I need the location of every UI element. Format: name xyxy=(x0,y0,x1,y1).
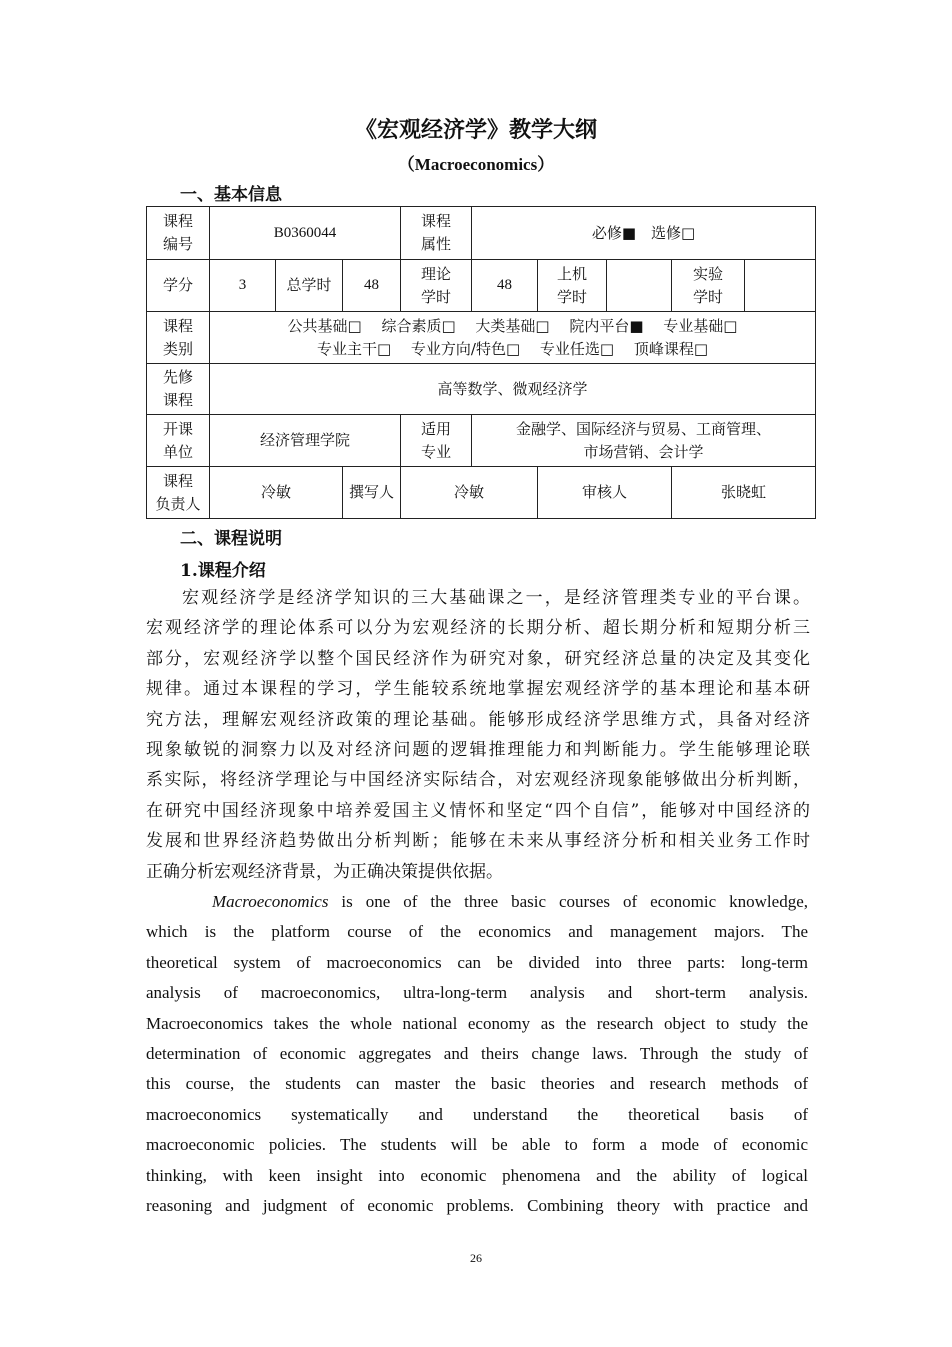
table-row xyxy=(147,364,816,415)
document-title: 《宏观经济学》教学大纲 xyxy=(354,117,597,143)
dept-value: 经济管理学院 xyxy=(210,415,401,467)
writer-label: 撰写人 xyxy=(343,467,401,519)
text-line-rest: is one of the three basic courses of economic knowledge, xyxy=(328,892,808,911)
leader-label: 课程 负责人 xyxy=(147,467,210,519)
credit-label: 学分 xyxy=(147,260,210,312)
text-line: theoretical system of macroeconomics can be divided into three parts: long-term xyxy=(146,952,808,972)
category-value xyxy=(210,312,816,364)
table-row xyxy=(147,415,816,467)
prereq-value: 高等数学、微观经济学 xyxy=(210,364,816,415)
text-line: thinking, with keen insight into economic phenomena and the ability of logical xyxy=(146,1165,808,1185)
text-line: macroeconomic policies. The students will be able to form a mode of economic xyxy=(146,1135,808,1155)
table-row xyxy=(147,312,816,364)
theory-hours-value: 48 xyxy=(472,260,538,312)
subsection-heading-course-intro: 1.课程介绍 xyxy=(180,561,266,581)
text-line: 宏观经济学是经济学知识的三大基础课之一，是经济管理类专业的平台课。 xyxy=(182,588,810,608)
computer-hours-value xyxy=(607,260,672,312)
text-line: 规律。通过本课程的学习，学生能较系统地掌握宏观经济学的基本理论和基本研 xyxy=(146,679,810,700)
page-number: 26 xyxy=(470,1251,482,1265)
course-code-label: 课程 编号 xyxy=(147,207,210,260)
lab-hours-label: 实验 学时 xyxy=(672,260,745,312)
text-line: macroeconomics systematically and understand the theoretical basis of xyxy=(146,1104,808,1124)
category-label: 课程 类别 xyxy=(147,312,210,364)
text-line: which is the platform course of the economics and management majors. The xyxy=(146,922,808,942)
text-line: 部分，宏观经济学以整个国民经济作为研究对象，研究经济总量的决定及其变化 xyxy=(146,648,810,669)
course-name-italic: Macroeconomics xyxy=(212,892,329,911)
text-line: analysis of macroeconomics, ultra-long-term analysis and short-term analysis. xyxy=(146,983,808,1003)
text-line xyxy=(146,887,808,917)
text-line: 正确分析宏观经济背景，为正确决策提供依据。 xyxy=(146,861,503,882)
table-row xyxy=(147,207,816,260)
text-line: 发展和世界经济趋势做出分析判断；能够在未来从事经济分析和相关业务工作时 xyxy=(146,831,810,852)
basic-info-table xyxy=(146,206,816,519)
theory-hours-label: 理论 学时 xyxy=(401,260,472,312)
total-hours-label: 总学时 xyxy=(276,260,343,312)
text-line: this course, the students can master the basic theories and research methods of xyxy=(146,1074,808,1094)
document-subtitle: （Macroeconomics） xyxy=(397,155,555,174)
major-value: 金融学、国际经济与贸易、工商管理、 市场营销、会计学 xyxy=(472,415,816,467)
leader-value: 冷敏 xyxy=(210,467,343,519)
text-line: 究方法，理解宏观经济政策的理论基础。能够形成经济学思维方式，具备对经济 xyxy=(146,709,810,730)
total-hours-value: 48 xyxy=(343,260,401,312)
text-line: 系实际，将经济学理论与中国经济实际结合，对宏观经济现象能够做出分析判断， xyxy=(146,770,810,791)
course-code-value: B0360044 xyxy=(210,207,401,260)
credit-value: 3 xyxy=(210,260,276,312)
dept-label: 开课 单位 xyxy=(147,415,210,467)
computer-hours-label: 上机 学时 xyxy=(538,260,607,312)
course-attr-label: 课程 属性 xyxy=(401,207,472,260)
category-line-2: 专业主干□ 专业方向/特色□ 专业任选□ 顶峰课程□ xyxy=(316,339,709,358)
text-line: 在研究中国经济现象中培养爱国主义情怀和坚定“四个自信”，能够对中国经济的 xyxy=(146,800,810,821)
intro-paragraph-english xyxy=(146,887,808,1221)
text-line: determination of economic aggregates and theirs change laws. Through the study of xyxy=(146,1043,808,1063)
text-line: reasoning and judgment of economic problems. Combining theory with practice and xyxy=(146,1195,808,1215)
course-attr-value: 必修■ 选修□ xyxy=(472,207,816,260)
reviewer-value: 张晓虹 xyxy=(672,467,816,519)
table-row xyxy=(147,467,816,519)
section-heading-basic-info: 一、基本信息 xyxy=(180,185,282,205)
category-line-1: 公共基础□ 综合素质□ 大类基础□ 院内平台■ 专业基础□ xyxy=(287,316,738,335)
prereq-label: 先修 课程 xyxy=(147,364,210,415)
section-heading-course-description: 二、课程说明 xyxy=(180,529,282,549)
table-row xyxy=(147,260,816,312)
reviewer-label: 审核人 xyxy=(538,467,672,519)
writer-value: 冷敏 xyxy=(401,467,538,519)
text-line: 现象敏锐的洞察力以及对经济问题的逻辑推理能力和判断能力。学生能够理论联 xyxy=(146,739,810,760)
text-line: 宏观经济学的理论体系可以分为宏观经济的长期分析、超长期分析和短期分析三 xyxy=(146,618,810,639)
intro-paragraph-chinese xyxy=(146,583,810,887)
lab-hours-value xyxy=(745,260,816,312)
major-label: 适用 专业 xyxy=(401,415,472,467)
text-line: Macroeconomics takes the whole national economy as the research object to study the xyxy=(146,1013,808,1033)
